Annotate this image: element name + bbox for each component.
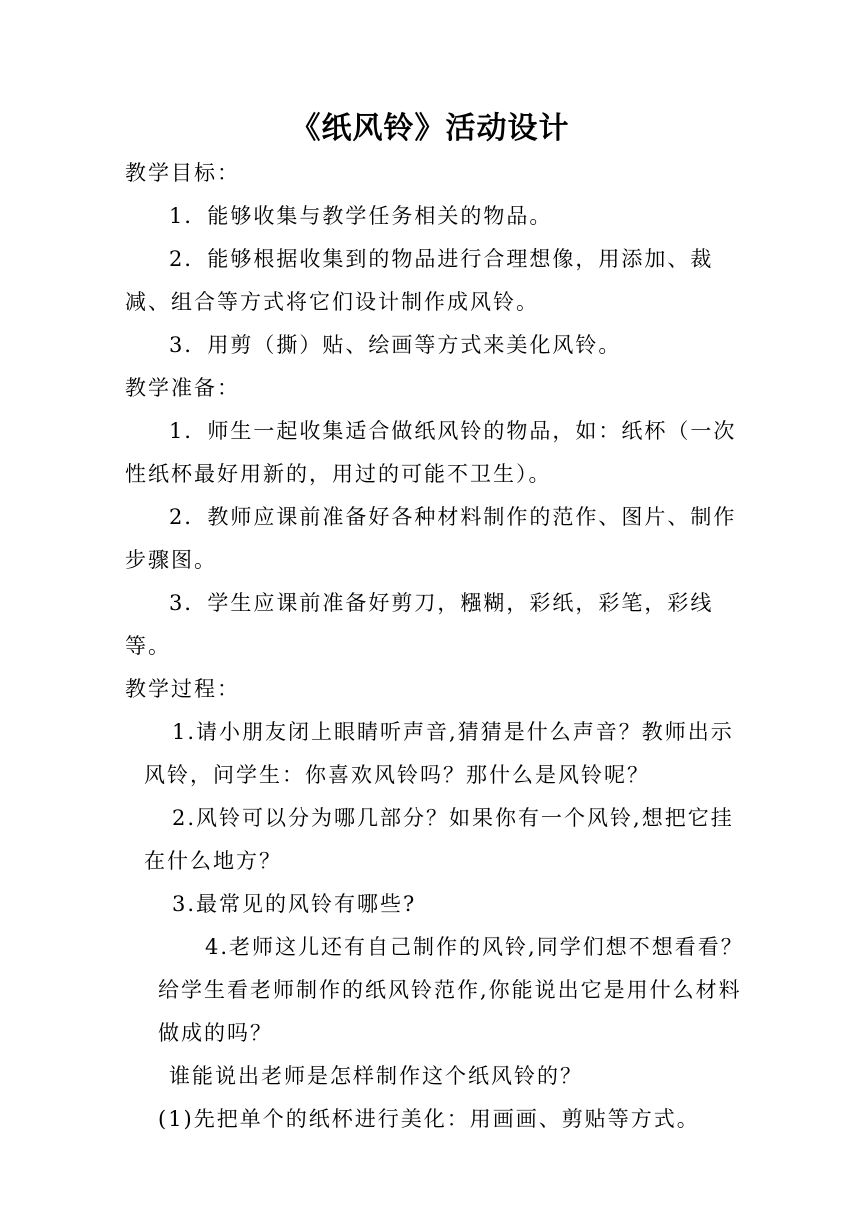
section-heading-objectives: 教学目标：	[125, 161, 240, 185]
document-body	[125, 152, 745, 1141]
process-item-2-line-1: 2.风铃可以分为哪几部分？如果你有一个风铃,想把它挂	[172, 806, 734, 830]
preparation-item-3: 3．学生应课前准备好剪刀，糨糊，彩纸，彩笔，彩线等。	[125, 591, 714, 658]
process-item-1-line-1: 1.请小朋友闭上眼睛听声音,猜猜是什么声音？教师出示	[172, 720, 734, 744]
process-item-3: 3.最常见的风铃有哪些?	[172, 892, 417, 916]
section-heading-process: 教学过程：	[125, 677, 240, 701]
process-item-1	[125, 711, 745, 797]
preparation-item-2: 2．教师应课前准备好各种材料制作的范作、图片、制作步骤图。	[125, 505, 737, 572]
process-item-1-line-2: 风铃，问学生：你喜欢风铃吗？那什么是风铃呢？	[144, 763, 650, 787]
document-title: 《纸风铃》活动设计	[290, 111, 570, 146]
objective-item-1: 1．能够收集与教学任务相关的物品。	[169, 204, 553, 228]
process-item-4: 4.老师这儿还有自己制作的风铃,同学们想不想看看？给学生看老师制作的纸风铃范作,你能说出它是用什么材料做成的吗？	[158, 935, 744, 1045]
process-item-question: 谁能说出老师是怎样制作这个纸风铃的？	[169, 1064, 583, 1088]
objective-item-3: 3．用剪（撕）贴、绘画等方式来美化风铃。	[169, 333, 622, 357]
preparation-item-1: 1．师生一起收集适合做纸风铃的物品，如：纸杯（一次性纸杯最好用新的，用过的可能不卫生）。	[125, 419, 737, 486]
process-step-1: (1)先把单个的纸杯进行美化：用画画、剪贴等方式。	[158, 1107, 700, 1131]
objective-item-2: 2．能够根据收集到的物品进行合理想像，用添加、裁减、组合等方式将它们设计制作成风铃。	[125, 247, 714, 314]
process-item-2-line-2: 在什么地方？	[144, 849, 282, 873]
section-heading-preparation: 教学准备：	[125, 376, 240, 400]
process-item-2	[125, 797, 745, 883]
